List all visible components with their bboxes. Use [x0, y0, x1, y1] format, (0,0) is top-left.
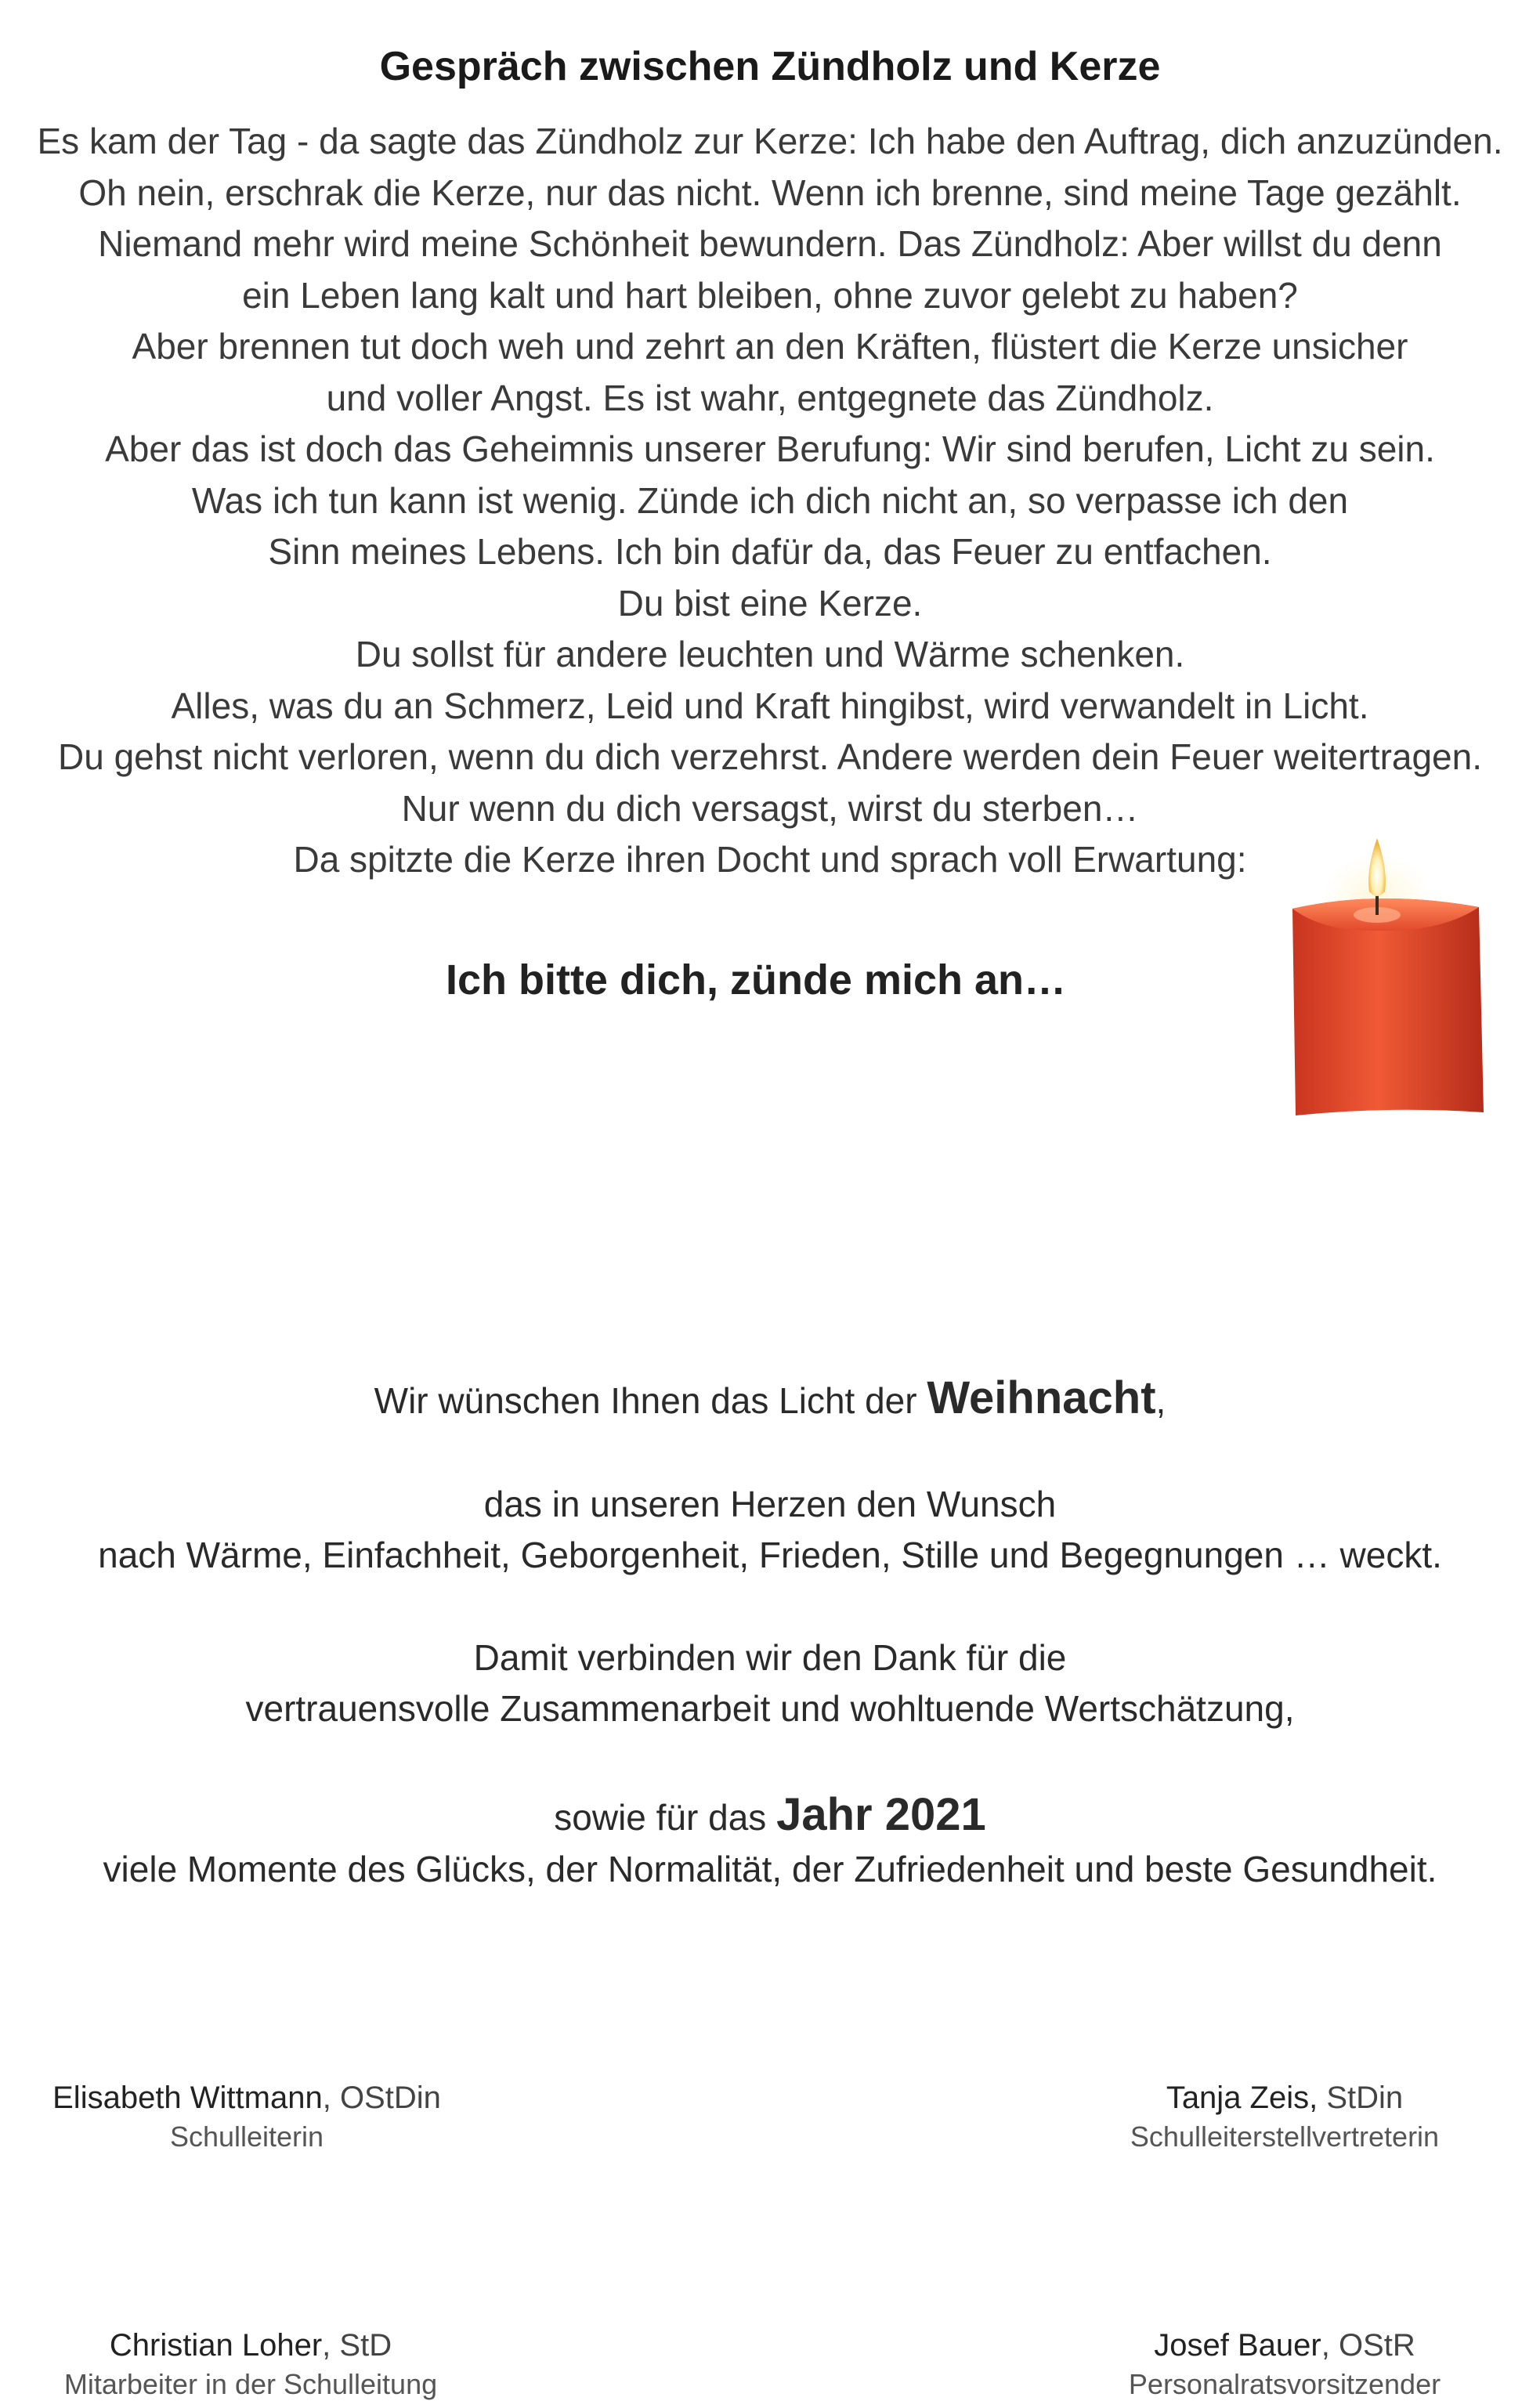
signature-role: Schulleiterstellvertreterin	[1130, 2121, 1440, 2153]
signature-block	[1034, 2325, 1535, 2403]
greeting-line: das in unseren Herzen den Wunsch	[483, 1484, 1057, 1524]
story-line: ein Leben lang kalt und hart bleiben, ohne zuvor gelebt zu haben?	[242, 274, 1298, 316]
greeting-emphasis: Weihnacht	[927, 1372, 1156, 1423]
story-line: Sinn meines Lebens. Ich bin dafür da, das Feuer zu entfachen.	[268, 531, 1272, 572]
greeting-line: vertrauensvolle Zusammenarbeit und wohltuende Wertschätzung,	[245, 1688, 1295, 1729]
story-line: Du bist eine Kerze.	[617, 582, 923, 624]
greeting-line: Damit verbinden wir den Dank für die	[473, 1637, 1067, 1678]
story-line: Oh nein, erschrak die Kerze, nur das nicht. Wenn ich brenne, sind meine Tage gezählt.	[78, 172, 1462, 213]
story-line: Was ich tun kann ist wenig. Zünde ich dich nicht an, so verpasse ich den	[191, 479, 1349, 521]
signature-title: , OStR	[1321, 2328, 1415, 2363]
greeting-line	[0, 1789, 1540, 1843]
story-line: Nur wenn du dich versagst, wirst du sterben…	[401, 787, 1139, 829]
signature-name: Elisabeth Wittmann	[52, 2081, 323, 2115]
story-line: Es kam der Tag - da sagte das Zündholz zur Kerze: Ich habe den Auftrag, dich anzuzünden.	[37, 121, 1503, 161]
signature-name: Josef Bauer	[1154, 2328, 1321, 2363]
signature-block	[0, 2325, 501, 2403]
story-line: Aber brennen tut doch weh und zehrt an den Kräften, flüstert die Kerze unsicher	[132, 326, 1408, 367]
story-line: Da spitzte die Kerze ihren Docht und sprach voll Erwartung:	[293, 839, 1247, 880]
story-text	[0, 116, 1540, 886]
greeting-emphasis: Jahr 2021	[776, 1789, 986, 1840]
greeting-line: viele Momente des Glücks, der Normalität, der Zufriedenheit und beste Gesundheit.	[103, 1849, 1437, 1889]
signature-name: Tanja Zeis,	[1166, 2081, 1318, 2115]
candle-image	[1285, 815, 1488, 1120]
greeting-text: ,	[1155, 1380, 1166, 1421]
greeting-line	[0, 1372, 1540, 1426]
story-line: Alles, was du an Schmerz, Leid und Kraft hingibst, wird verwandelt in Licht.	[171, 685, 1369, 726]
signature-role: Schulleiterin	[169, 2121, 324, 2153]
signature-block	[1034, 2077, 1535, 2156]
story-line: und voller Angst. Es ist wahr, entgegnete das Zündholz.	[326, 377, 1214, 418]
signature-title: , OStDin	[322, 2081, 441, 2115]
story-line: Aber das ist doch das Geheimnis unserer Berufung: Wir sind berufen, Licht zu sein.	[105, 428, 1435, 469]
signature-name: Christian Loher	[109, 2328, 323, 2363]
story-line: Niemand mehr wird meine Schönheit bewundern. Das Zündholz: Aber willst du denn	[98, 223, 1442, 264]
story-line: Du sollst für andere leuchten und Wärme schenken.	[355, 634, 1185, 674]
story-line: Du gehst nicht verloren, wenn du dich verzehrst. Andere werden dein Feuer weitertragen.	[57, 736, 1482, 777]
signature-role: Personalratsvorsitzender	[1128, 2368, 1441, 2400]
greeting-text: Wir wünschen Ihnen das Licht der	[374, 1380, 927, 1421]
signature-title: StDin	[1318, 2081, 1404, 2115]
greeting-text: sowie für das	[554, 1797, 777, 1838]
signature-role: Mitarbeiter in der Schulleitung	[63, 2368, 438, 2400]
plea-text: Ich bitte dich, zünde mich an…	[445, 956, 1067, 1003]
document-title: Gespräch zwischen Zündholz und Kerze	[379, 43, 1161, 89]
signature-title: , StD	[322, 2328, 392, 2363]
signature-block	[0, 2077, 497, 2156]
greeting-line: nach Wärme, Einfachheit, Geborgenheit, Frieden, Stille und Begegnungen … weckt.	[98, 1535, 1442, 1575]
